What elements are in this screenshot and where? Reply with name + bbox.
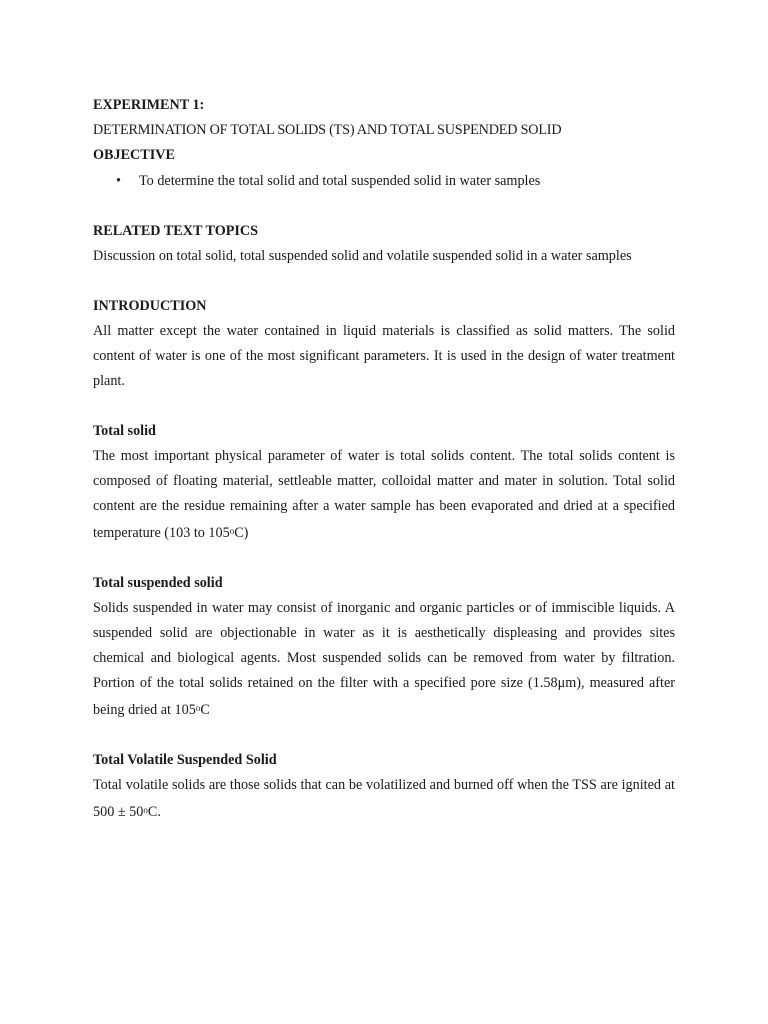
introduction-heading: INTRODUCTION — [93, 298, 207, 314]
tss-text-end: C — [200, 702, 210, 718]
objective-item-text: To determine the total solid and total suspended solid in water samples — [139, 173, 541, 189]
document-body — [93, 93, 675, 825]
objective-heading: OBJECTIVE — [93, 147, 175, 163]
experiment-title: DETERMINATION OF TOTAL SOLIDS (TS) AND TOTAL SUSPENDED SOLID — [93, 122, 562, 138]
tvss-text-main: Total volatile solids are those solids that can be volatilized and burned off when the TSS are ignited at 500 ± 50 — [93, 777, 675, 820]
total-solid-text-main: The most important physical parameter of water is total solids content. The total solids content is composed of floating material, settleable matter, colloidal matter and mater in solution. Total solid content are the residue remaining after a water sample has been evaporated and dried at a specified temperature (103 to 105 — [93, 448, 675, 541]
tss-text — [93, 596, 675, 723]
tvss-text-end: C. — [147, 804, 161, 820]
tss-text-main: Solids suspended in water may consist of inorganic and organic particles or of immiscible liquids. A suspended solid are objectionable in water as it is aesthetically displeasing and provides sites chemical and biological agents. Most suspended solids can be removed from water by filtration. Portion of the total solids retained on the filter with a specified pore size (1.58μm), measured after being dried at 105 — [93, 600, 675, 718]
tvss-text — [93, 773, 675, 825]
tvss-heading: Total Volatile Suspended Solid — [93, 752, 277, 768]
objective-item — [93, 168, 675, 194]
experiment-label: EXPERIMENT 1: — [93, 97, 205, 113]
bullet-icon: • — [116, 173, 121, 189]
related-heading: RELATED TEXT TOPICS — [93, 223, 259, 239]
total-solid-heading: Total solid — [93, 423, 156, 439]
degree-symbol: o — [229, 526, 235, 536]
objective-list — [93, 168, 675, 194]
introduction-text: All matter except the water contained in liquid materials is classified as solid matters. The solid content of water is one of the most significant parameters. It is used in the design of water treatment plant. — [93, 323, 675, 389]
degree-symbol: o — [143, 805, 148, 815]
tss-heading: Total suspended solid — [93, 575, 223, 591]
total-solid-text — [93, 444, 675, 546]
degree-symbol: o — [195, 703, 201, 713]
total-solid-text-end: C) — [234, 525, 249, 541]
related-text: Discussion on total solid, total suspended solid and volatile suspended solid in a water samples — [93, 248, 632, 264]
